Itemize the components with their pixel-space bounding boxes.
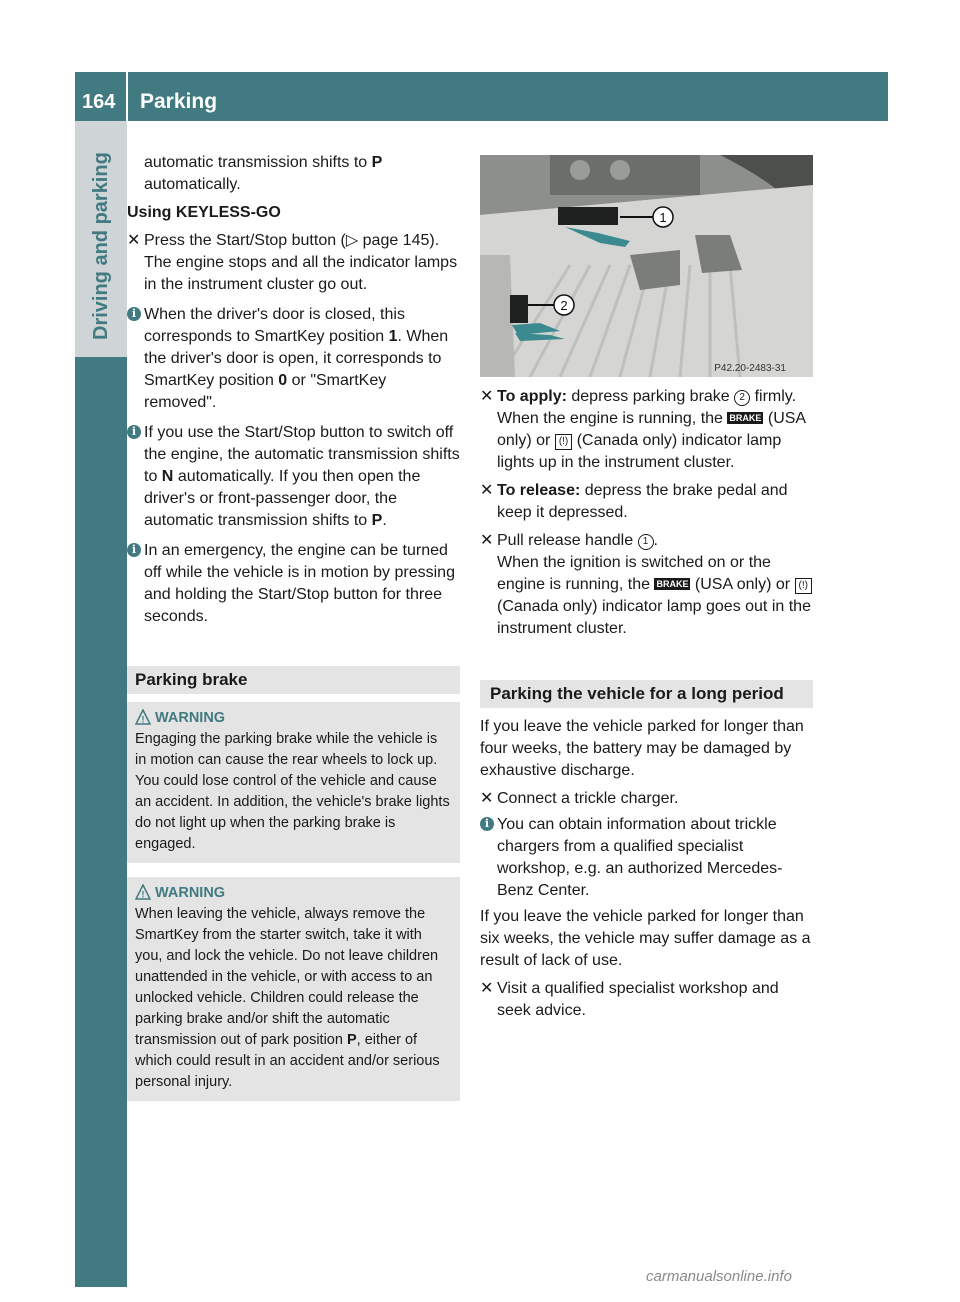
- svg-text:!: !: [141, 714, 145, 725]
- parking-brake-circle-icon: (!): [795, 578, 812, 594]
- step-marker-icon: ✕: [480, 532, 494, 549]
- note-emergency: i In an emergency, the engine can be turned off while the vehicle is in motion by pressing and holding the Start/Stop button for three seconds.: [127, 540, 460, 628]
- note-trickle-charger: i You can obtain information about trickle chargers from a qualified specialist workshop, e.g. an authorized Mercedes-Benz Center.: [480, 814, 813, 902]
- note-door-closed: i When the driver's door is closed, this corresponds to SmartKey position 1. When the driver's door is open, it corresponds to SmartKey position 0 or "SmartKey removed".: [127, 304, 460, 414]
- long-period-paragraph-1: If you leave the vehicle parked for longer than four weeks, the battery may be damaged by exhaustive discharge.: [480, 718, 804, 779]
- warning-box-2: [127, 877, 460, 1101]
- svg-text:!: !: [141, 889, 145, 900]
- info-icon: i: [480, 817, 494, 831]
- footwell-illustration: [480, 155, 813, 377]
- section-title-long-period: Parking the vehicle for a long period: [480, 680, 813, 708]
- right-column: [480, 386, 813, 1022]
- brake-indicator-icon: BRAKE: [729, 413, 762, 423]
- page-ref-link[interactable]: ▷ page 145).: [345, 232, 440, 249]
- step-marker-icon: ✕: [480, 980, 494, 997]
- info-icon: i: [127, 543, 141, 557]
- step-press-start-stop: ✕ Press the Start/Stop button (▷ page 145). The engine stops and all the indicator lamps in the instrument cluster go out.: [127, 232, 458, 293]
- side-tab-lower: [75, 357, 127, 1287]
- callout-2-inline: 2: [734, 390, 750, 406]
- header-divider: [126, 72, 128, 121]
- step-marker-icon: ✕: [480, 482, 494, 499]
- warning-text: Engaging the parking brake while the vehicle is in motion can cause the rear wheels to lock up. You could lose control of the vehicle and cause an accident. In addition, the vehicle's brake lights do not light up when the parking brake is engaged.: [135, 731, 450, 852]
- left-column: [127, 152, 460, 1101]
- step-marker-icon: ✕: [127, 232, 141, 249]
- parking-brake-figure: [480, 155, 813, 377]
- section-title-parking-brake: Parking brake: [127, 666, 460, 694]
- long-period-paragraph-2: If you leave the vehicle parked for longer than six weeks, the vehicle may suffer damage as a result of lack of use.: [480, 908, 811, 969]
- warning-title: ! WARNING: [135, 708, 452, 729]
- step-trickle-charger: ✕ Connect a trickle charger.: [480, 788, 813, 810]
- step-visit-workshop: ✕ Visit a qualified specialist workshop and seek advice.: [480, 980, 779, 1019]
- info-icon: i: [127, 307, 141, 321]
- watermark: carmanualsonline.info: [646, 1268, 792, 1285]
- section-tab-label: Driving and parking: [90, 152, 112, 340]
- step-pull-handle: ✕ Pull release handle 1 . When the ignition is switched on or the engine is running, the BRAKE (USA only) or (!) (Canada only) indicator lamp goes out in the instrument cluster.: [480, 532, 811, 637]
- info-icon: i: [127, 425, 141, 439]
- step-apply: ✕ To apply: depress parking brake 2 firmly. When the engine is running, the BRAKE (USA only) or (!) (Canada only) indicator lamp lights up in the instrument cluster.: [480, 388, 806, 471]
- callout-2: 2: [560, 298, 568, 313]
- callout-1-inline: 1: [638, 534, 654, 550]
- brake-indicator-icon: BRAKE: [656, 579, 689, 589]
- warning-text: When leaving the vehicle, always remove the SmartKey from the starter switch, take it with you, and lock the vehicle. Do not leave children unattended in the vehicle, or with access to an unlocked vehicle. Children could release the parking brake and/or shift the automatic transmission out of park position P, either of which could result in an accident and/or serious personal injury.: [135, 906, 440, 1090]
- warning-triangle-icon: [135, 884, 151, 900]
- parking-brake-circle-icon: (!): [555, 434, 572, 450]
- warning-box-1: [127, 702, 460, 863]
- note-start-stop-switch: i If you use the Start/Stop button to switch off the engine, the automatic transmission shifts to N automatically. If you then open the driver's or front-passenger door, the automatic transmission shifts to P.: [127, 422, 460, 532]
- callout-1: 1: [659, 210, 667, 225]
- keyless-heading: Using KEYLESS-GO: [127, 204, 281, 221]
- warning-triangle-icon: [135, 709, 151, 725]
- step-marker-icon: ✕: [480, 790, 494, 807]
- figure-code: P42.20-2483-31: [714, 363, 786, 374]
- step-marker-icon: ✕: [480, 388, 494, 405]
- page-title: Parking: [140, 90, 218, 113]
- step-release: ✕ To release: depress the brake pedal and keep it depressed.: [480, 482, 788, 521]
- transmission-paragraph: automatic transmission shifts to P automatically.: [144, 154, 383, 193]
- page-number: 164: [82, 91, 116, 113]
- warning-title: ! WARNING: [135, 883, 452, 904]
